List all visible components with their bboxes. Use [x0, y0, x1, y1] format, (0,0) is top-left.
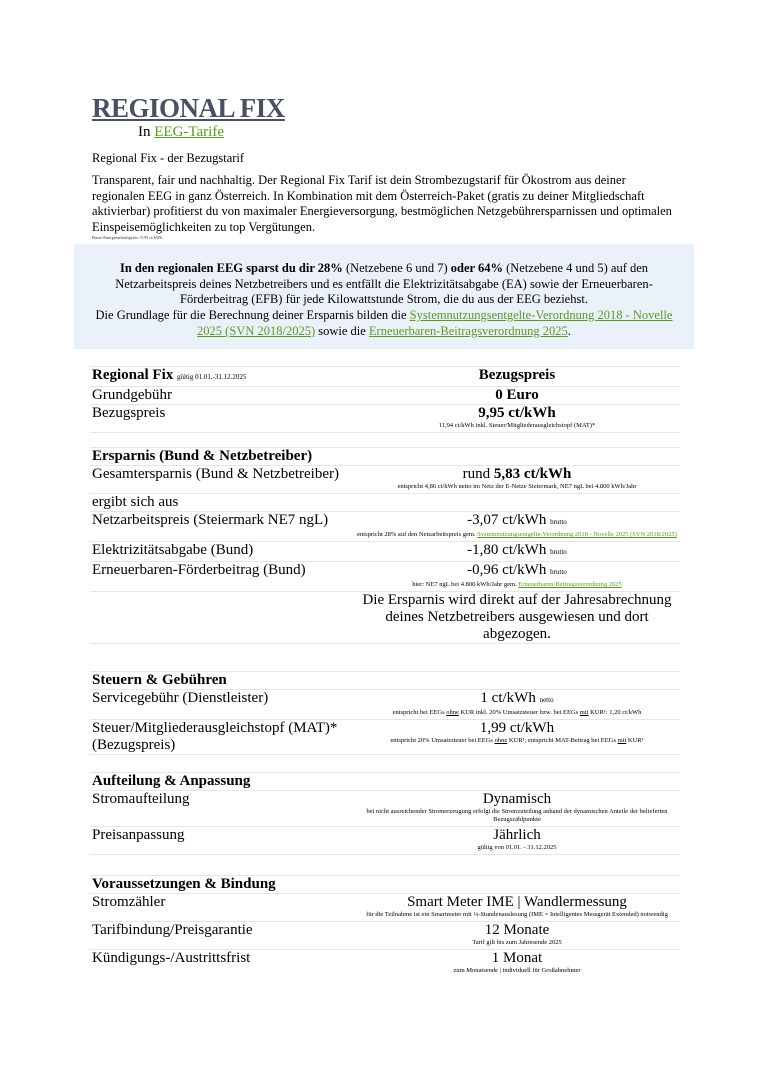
service-note-b: KUR inkl. 20% Umsatzsteuer bzw. bei EEGs [458, 709, 580, 716]
taxes-heading: Steuern & Gebühren [90, 672, 680, 690]
net-note-svn-link[interactable]: Systemnutzungsentgelte-Verordnung 2018 - Novelle 2025 (SVN 2018/2025) [477, 531, 677, 538]
infobox-text-7: . [567, 323, 571, 338]
mat-note-b: KUR¹; entspricht MAT-Beitrag bei EEGs [507, 737, 618, 744]
mat-value: 1,99 ct/kWh [479, 720, 555, 736]
efb-cell [354, 562, 680, 592]
mat-cell [354, 720, 680, 755]
price-label: Bezugspreis [90, 405, 354, 433]
net-price-suffix: brutto [550, 518, 567, 526]
notice-cell [354, 950, 680, 978]
price-cell [354, 405, 680, 433]
infobox-text-6: sowie die [315, 323, 369, 338]
split-value: Dynamisch [482, 791, 552, 807]
savings-statement: Die Ersparnis wird direkt auf der Jahresabrechnung deines Netzbetreibers ausgewiesen und dort abgezogen. [354, 592, 680, 644]
svn-link[interactable]: Systemnutzungsentgelte-Verordnung 2018 - Novelle 2025 (SVN 2018/2025) [197, 308, 673, 338]
mat-label: Steuer/Mitgliederausgleichstopf (MAT)* (Bezugspreis) [90, 720, 354, 755]
mat-note-u2: mit [617, 737, 627, 744]
adjust-cell [354, 827, 680, 855]
infobox-text-2: (Netzebene 6 und 7) [342, 261, 451, 275]
distribution-heading: Aufteilung & Anpassung [90, 773, 680, 791]
service-note-c: KUR¹: 1,20 ct/kWh [588, 709, 642, 716]
service-fee-label: Servicegebühr (Dienstleister) [90, 690, 354, 720]
efb-label: Erneuerbaren-Förderbeitrag (Bund) [90, 562, 354, 592]
binding-value: 12 Monate [484, 922, 550, 938]
infobox-bold-1: In den regionalen EEG sparst du dir 28% [119, 261, 343, 275]
category-line [138, 122, 680, 142]
mat-note-a: entspricht 20% Umsatzsteuer bei EEGs [390, 737, 495, 744]
efb-suffix: brutto [550, 568, 567, 576]
adjust-label: Preisanpassung [90, 827, 354, 855]
meter-note: für die Teilnahme ist ein Smartmeter mit ¼-Stundenauslesung (IME = Intelligentes Messgerät Extended) notwendig [366, 911, 668, 918]
page-title: REGIONAL FIX [92, 93, 285, 123]
binding-note: Tarif gilt bis zum Jahresende 2025 [472, 939, 562, 946]
meter-label: Stromzähler [90, 894, 354, 922]
binding-label: Tarifbindung/Preisgarantie [90, 922, 354, 950]
price-note: 11,94 ct/kWh inkl. Steuer/Mitgliederausgleichstopf (MAT)* [438, 422, 596, 429]
savings-table [90, 447, 680, 662]
efb-note-prefix: hier: NE7 ngL bei 4.800 kWh/Jahr gem. [412, 581, 519, 588]
taxes-table [90, 671, 680, 773]
requirements-heading: Voraussetzungen & Bindung [90, 876, 680, 894]
efb-note [354, 581, 680, 589]
electricity-tax-suffix: brutto [550, 548, 567, 556]
infobox-text-5: Die Grundlage für die Berechnung deiner Ersparnis bilden die [95, 308, 410, 323]
tariff-col-header: Bezugspreis [354, 367, 680, 387]
net-price-note [354, 531, 680, 539]
intro-text: Transparent, fair und nachhaltig. Der Regional Fix Tarif ist dein Strombezugstarif für Ökostrom aus deiner regionalen EEG in ganz Österreich. In Kombination mit dem Österreich-Paket (gratis zu deiner Mitgliedschaft aktivierbar) profitierst du von maximaler Energieversorgung, bestmöglichen Netzgebührersparnissen und optimalen Einspeisemöglichkeiten zu top Vergütungen. [92, 173, 672, 234]
service-fee-cell [354, 690, 680, 720]
split-note: bei nicht ausreichender Stromerzeugung erfolgt die Stromzuteilung anhand der dynamischen Anteile der belieferten Bezugszählpunkte [366, 808, 668, 823]
electricity-tax-label: Elektrizitätsabgabe (Bund) [90, 542, 354, 562]
total-savings-prefix: rund [462, 466, 494, 482]
distribution-table [90, 772, 680, 873]
results-from-label: ergibt sich aus [90, 494, 354, 512]
mat-note-u1: ohne [494, 737, 508, 744]
electricity-tax-value: -1,80 ct/kWh [467, 542, 547, 558]
total-savings-value: 5,83 ct/kWh [493, 466, 572, 482]
split-cell [354, 791, 680, 827]
electricity-tax-cell [354, 542, 680, 562]
tariff-name-cell [90, 367, 354, 387]
savings-heading: Ersparnis (Bund & Netzbetreiber) [90, 448, 680, 466]
tariff-name: Regional Fix [92, 367, 174, 383]
service-note-a: entspricht bei EEGs [392, 709, 447, 716]
infobox-bold-3: oder 64% [450, 261, 503, 275]
meter-value: Smart Meter IME | Wandlermessung [407, 894, 627, 910]
savings-infobox [74, 244, 694, 349]
notice-label: Kündigungs-/Austrittsfrist [90, 950, 354, 978]
service-note-u2: mit [579, 709, 589, 716]
efb-value: -0,96 ct/kWh [467, 562, 547, 578]
base-fee-value: 0 Euro [354, 387, 680, 405]
total-savings-cell [354, 466, 680, 494]
service-fee-note [354, 709, 680, 717]
category-prefix: In [138, 124, 151, 140]
adjust-value: Jährlich [493, 827, 541, 843]
requirements-table [90, 875, 680, 977]
mat-note-c: KUR¹ [626, 737, 644, 744]
page-header [92, 94, 680, 241]
net-note-prefix: entspricht 28% auf den Netzarbeitspreis gem. [357, 531, 478, 538]
efb-note-link[interactable]: Erneuerbaren-Beitragsverordnung 2025 [518, 581, 622, 588]
adjust-note: gültig von 01.01. - 31.12.2025 [477, 844, 557, 851]
footnote: Basis-Energiearbeitspreis: 9,95 ct/kWh [92, 235, 163, 241]
net-price-cell [354, 512, 680, 542]
total-savings-label: Gesamtersparnis (Bund & Netzbetreiber) [90, 466, 354, 494]
net-price-label: Netzarbeitspreis (Steiermark NE7 ngL) [90, 512, 354, 542]
service-fee-value: 1 ct/kWh [480, 690, 536, 706]
net-price-value: -3,07 ct/kWh [467, 512, 547, 528]
service-fee-suffix: netto [539, 696, 554, 704]
split-label: Stromaufteilung [90, 791, 354, 827]
binding-cell [354, 922, 680, 950]
category-link[interactable]: EEG-Tarife [154, 124, 224, 140]
total-savings-note: entspricht 4,86 ct/kWh netto im Netz der E-Netze Steiermark, NE7 ngL bei 4.800 kWh/Jahr [397, 483, 637, 490]
efb-regulation-link[interactable]: Erneuerbaren-Beitragsverordnung 2025 [368, 323, 568, 338]
subtitle: Regional Fix - der Bezugstarif [92, 151, 245, 165]
tariff-table [90, 366, 680, 451]
base-fee-label: Grundgebühr [90, 387, 354, 405]
meter-cell [354, 894, 680, 922]
service-note-u1: ohne [446, 709, 459, 716]
notice-note: zum Monatsende | individuell für Großabnehmer [453, 967, 581, 974]
mat-note [354, 737, 680, 745]
notice-value: 1 Monat [491, 950, 543, 966]
infobox-text-4: (Netzebene 4 und 5) auf den Netzarbeitspreis deines Netzbetreibers und es entfällt die Elektrizitätsabgabe (EA) sowie der Erneuerbaren-Förderbeitrag (EFB) für jede Kilowattstunde Strom, die du aus der EEG beziehst. [115, 261, 653, 307]
price-value: 9,95 ct/kWh [478, 405, 556, 421]
tariff-validity: gültig 01.01.-31.12.2025 [177, 373, 247, 381]
